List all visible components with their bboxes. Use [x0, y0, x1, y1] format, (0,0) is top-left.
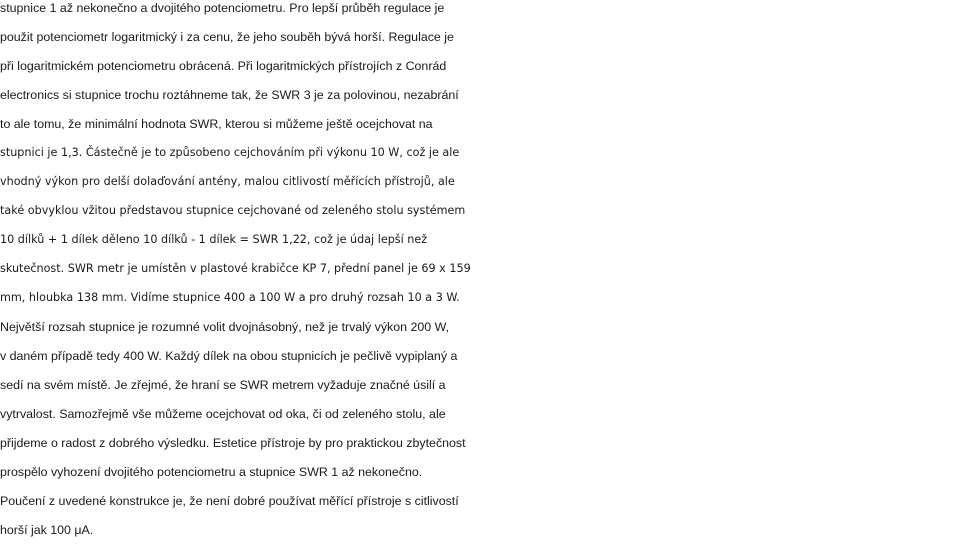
text-line: použit potenciometr logaritmický i za cenu, že jeho souběh bývá horší. Regulace je — [0, 30, 454, 44]
text-line: 10 dílků + 1 dílek děleno 10 dílků - 1 dílek = SWR 1,22, což je údaj lepší než — [0, 233, 428, 246]
text-line: electronics si stupnice trochu roztáhneme tak, že SWR 3 je za polovinou, nezabrání — [0, 88, 459, 102]
text-line: stupnici je 1,3. Částečně je to způsobeno cejchováním při výkonu 10 W, což je ale — [0, 146, 460, 159]
text-line: také obvyklou vžitou představou stupnice cejchované od zeleného stolu systémem — [0, 204, 466, 217]
text-line: vytrvalost. Samozřejmě vše můžeme ocejchovat od oka, či od zeleného stolu, ale — [0, 407, 446, 421]
text-line: Největší rozsah stupnice je rozumné volit dvojnásobný, než je trvalý výkon 200 W, — [0, 320, 450, 334]
text-line: prospělo vyhození dvojitého potenciometru a stupnice SWR 1 až nekonečno. — [0, 465, 423, 479]
text-line: skutečnost. SWR metr je umístěn v plastové krabičce KP 7, přední panel je 69 x 159 — [0, 262, 471, 275]
text-line: stupnice 1 až nekonečno a dvojitého potenciometru. Pro lepší průběh regulace je — [0, 1, 445, 15]
text-line: přijdeme o radost z dobrého výsledku. Estetice přístroje by pro praktickou zbytečnost — [0, 436, 466, 450]
text-line: sedí na svém místě. Je zřejmé, že hraní se SWR metrem vyžaduje značné úsilí a — [0, 378, 446, 392]
text-line: to ale tomu, že minimální hodnota SWR, kterou si můžeme ještě ocejchovat na — [0, 117, 433, 131]
text-line: horší jak 100 μA. — [0, 523, 94, 537]
text-line: vhodný výkon pro delší dolaďování antény, malou citlivostí měřících přístrojů, ale — [0, 175, 455, 188]
text-line: při logaritmickém potenciometru obrácená. Při logaritmických přístrojích z Conrád — [0, 59, 447, 73]
text-line: v daném případě tedy 400 W. Každý dílek na obou stupnicích je pečlivě vypiplaný a — [0, 349, 458, 363]
text-line: Poučení z uvedené konstrukce je, že není dobré používat měřící přístroje s citlivostí — [0, 494, 459, 508]
text-line: mm, hloubka 138 mm. Vidíme stupnice 400 a 100 W a pro druhý rozsah 10 a 3 W. — [0, 291, 460, 304]
